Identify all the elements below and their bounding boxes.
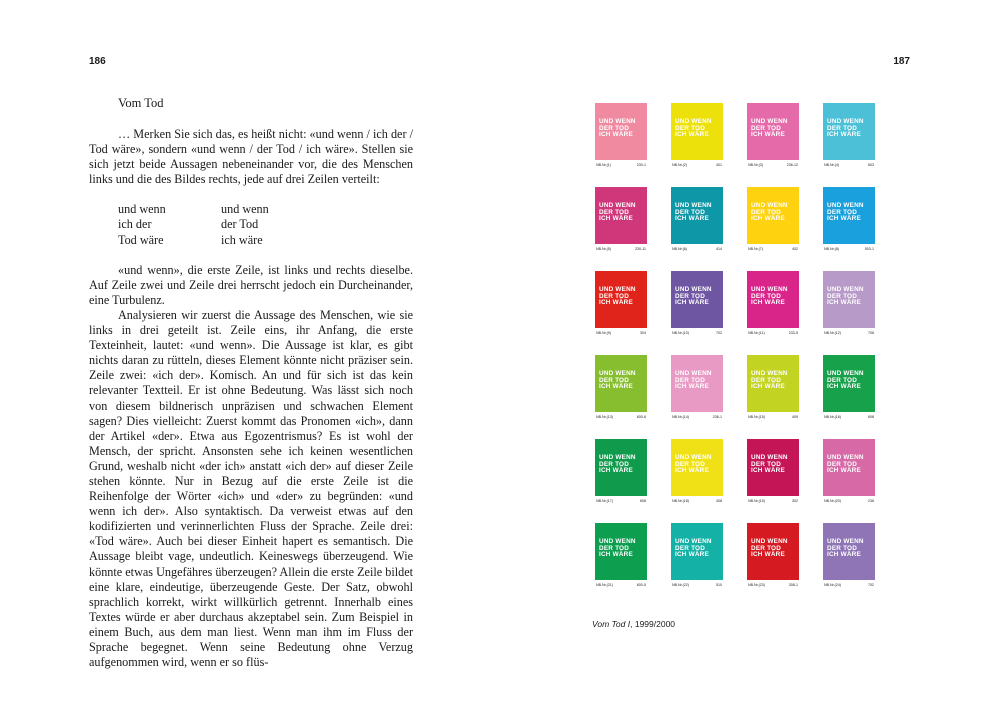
artwork-swatch	[671, 271, 723, 336]
color-square	[747, 523, 799, 580]
color-square	[671, 355, 723, 412]
caption-year: , 1999/2000	[630, 619, 676, 629]
swatch-id: NB.Nr.(2)	[672, 163, 687, 167]
artwork-swatch	[595, 271, 647, 336]
right-page	[500, 0, 1000, 706]
artwork-swatch	[823, 187, 875, 252]
color-square	[747, 187, 799, 244]
swatch-code: 510	[716, 583, 722, 587]
color-square	[747, 439, 799, 496]
swatch-caption	[595, 583, 647, 587]
swatch-caption	[747, 415, 799, 419]
swatch-text: UND WENN DER TOD ICH WÄRE	[675, 370, 712, 391]
swatch-code: 402	[792, 247, 798, 251]
body-text	[89, 127, 413, 670]
swatch-text: UND WENN DER TOD ICH WÄRE	[675, 538, 712, 559]
swatch-caption	[823, 331, 875, 335]
swatch-id: NB.Nr.(5)	[596, 247, 611, 251]
artwork-swatch	[747, 187, 799, 252]
artwork-swatch	[823, 523, 875, 588]
swatch-code: 302	[792, 499, 798, 503]
color-square	[671, 523, 723, 580]
artwork-swatch	[747, 271, 799, 336]
swatch-caption	[823, 247, 875, 251]
poem-right-line: und wenn	[221, 202, 269, 217]
swatch-text: UND WENN DER TOD ICH WÄRE	[827, 538, 864, 559]
swatch-id: NB.Nr.(14)	[672, 415, 689, 419]
swatch-code: 401	[716, 163, 722, 167]
artwork-swatch	[595, 439, 647, 504]
swatch-text: UND WENN DER TOD ICH WÄRE	[675, 454, 712, 475]
swatch-caption	[747, 331, 799, 335]
paragraph: … Merken Sie sich das, es heißt nicht: «und wenn / ich der / Tod wäre», sondern «und wenn / der Tod / ich wäre». Stellen sie sich jetzt beide Aussagen nebeneinander vor, die des Menschen links und die des Bildes rechts, jede auf drei Zeilen verteilt:	[89, 127, 413, 187]
swatch-code: 233-5	[788, 331, 798, 335]
swatch-id: NB.Nr.(9)	[596, 331, 611, 335]
page-number: 187	[893, 56, 910, 67]
color-square	[595, 439, 647, 496]
swatch-code: 702	[716, 331, 722, 335]
figure-caption	[592, 619, 675, 629]
color-square	[823, 439, 875, 496]
swatch-id: NB.Nr.(20)	[824, 499, 841, 503]
swatch-code: 230-1	[636, 163, 646, 167]
swatch-code: 236	[868, 499, 874, 503]
swatch-id: NB.Nr.(7)	[748, 247, 763, 251]
color-square	[671, 103, 723, 160]
color-square	[595, 523, 647, 580]
artwork-swatch	[671, 187, 723, 252]
poem-right-line: der Tod	[221, 217, 259, 232]
swatch-id: NB.Nr.(21)	[596, 583, 613, 587]
swatch-code: 409	[792, 415, 798, 419]
swatch-id: NB.Nr.(17)	[596, 499, 613, 503]
swatch-text: UND WENN DER TOD ICH WÄRE	[599, 286, 636, 307]
artwork-swatch	[823, 103, 875, 168]
artwork-swatch	[595, 187, 647, 252]
swatch-code: 503-1	[864, 247, 874, 251]
swatch-id: NB.Nr.(3)	[748, 163, 763, 167]
swatch-code: 408	[716, 499, 722, 503]
artwork-swatch	[823, 271, 875, 336]
swatch-id: NB.Nr.(11)	[748, 331, 765, 335]
swatch-code: 600-6	[636, 415, 646, 419]
artwork-swatch	[595, 103, 647, 168]
swatch-caption	[747, 499, 799, 503]
artwork-swatch	[671, 103, 723, 168]
swatch-code: 304	[640, 331, 646, 335]
artwork-swatch	[747, 439, 799, 504]
color-square	[595, 187, 647, 244]
swatch-text: UND WENN DER TOD ICH WÄRE	[827, 118, 864, 139]
swatch-caption	[671, 163, 723, 167]
swatch-text: UND WENN DER TOD ICH WÄRE	[599, 118, 636, 139]
swatch-id: NB.Nr.(15)	[748, 415, 765, 419]
poem-left-line: ich der	[118, 217, 152, 232]
paragraph: «und wenn», die erste Zeile, ist links und rechts dieselbe. Auf Zeile zwei und Zeile drei herrscht jedoch ein Durcheinander, eine Turbulenz.	[89, 262, 413, 307]
swatch-id: NB.Nr.(13)	[596, 415, 613, 419]
poem-left-line: Tod wäre	[118, 232, 164, 247]
swatch-caption	[671, 499, 723, 503]
caption-title: Vom Tod I	[592, 619, 631, 629]
poem-left-line: und wenn	[118, 202, 166, 217]
artwork-swatch	[595, 523, 647, 588]
swatch-caption	[823, 499, 875, 503]
artwork-swatch	[671, 523, 723, 588]
swatch-text: UND WENN DER TOD ICH WÄRE	[599, 370, 636, 391]
swatch-code: 702	[868, 583, 874, 587]
swatch-code: 230-11	[635, 247, 646, 251]
swatch-code: 706	[868, 331, 874, 335]
swatch-caption	[747, 163, 799, 167]
swatch-caption	[823, 583, 875, 587]
paragraph: Analysieren wir zuerst die Aussage des Menschen, wie sie links in drei geteilt ist. Zeile eins, ihr Anfang, die erste Texteinheit, lautet: «und wenn». Die Aussage ist klar, es gibt nichts daran zu rütteln, dieses Element könnte nicht präziser sein. Zeile zwei: «ich der». Komisch. An und für sich ist das kein relevanter Textteil. Er ist ohne Bedeutung. Was lässt sich noch von diesem bildnerisch unpräzisen und schwachen Element sagen? Dies vielleicht: Zuerst kommt das Pronomen «ich», dann der Artikel «der». Etwa aus Egozentrismus? Es ist wohl der Mensch, der spricht. Ansonsten sehe ich keinen wesentlichen Grund, weshalb nicht «der ich» anstatt «ich der» auf dieser Zeile stehen könnte. Nur in Bezug auf die erste Zeile ist die Reihenfolge der Wörter «ich» und «der» zu begründen: «und wenn ich der». Also syntaktisch. Da verweist etwas auf den kodifizierten und verinnerlichten Fluss der Sprache. Zeile drei: «Tod wäre». Auch bei dieser Einheit hapert es semantisch. Die Aussage bleibt vage, undeutlich. Keineswegs überzeugend. Wie könnte etwas Ungefähres überzeugen? Allein die erste Zeile bildet eine klare, eindeutige, überzeugende Geste. Der Satz, obwohl sprachlich korrekt, wirkt willkürlich getrennt. Innerhalb eines Textes würde er aber durchaus akzeptabel sein. Zum Beispiel in einem Buch, aus dem man liest. Wenn man ihm im Fluss der Sprache begegnet. Wenn seine Bedeutung ohne Verzug aufgenommen wird, wenn er so flüs-	[89, 307, 413, 670]
swatch-code: 608	[868, 415, 874, 419]
swatch-text: UND WENN DER TOD ICH WÄRE	[827, 286, 864, 307]
artwork-swatch	[823, 439, 875, 504]
color-square	[823, 103, 875, 160]
swatch-caption	[671, 415, 723, 419]
swatch-id: NB.Nr.(22)	[672, 583, 689, 587]
color-square	[823, 271, 875, 328]
swatch-text: UND WENN DER TOD ICH WÄRE	[675, 202, 712, 223]
color-square	[823, 355, 875, 412]
artwork-swatch	[595, 355, 647, 420]
swatch-text: UND WENN DER TOD ICH WÄRE	[751, 202, 788, 223]
swatch-id: NB.Nr.(24)	[824, 583, 841, 587]
artwork-swatch	[747, 523, 799, 588]
swatch-id: NB.Nr.(19)	[748, 499, 765, 503]
swatch-id: NB.Nr.(12)	[824, 331, 841, 335]
page-number: 186	[89, 56, 106, 67]
artwork-swatch	[671, 355, 723, 420]
swatch-text: UND WENN DER TOD ICH WÄRE	[751, 454, 788, 475]
poem-comparison	[118, 202, 413, 247]
chapter-title: Vom Tod	[118, 96, 164, 110]
swatch-text: UND WENN DER TOD ICH WÄRE	[599, 454, 636, 475]
swatch-id: NB.Nr.(16)	[824, 415, 841, 419]
swatch-text: UND WENN DER TOD ICH WÄRE	[751, 370, 788, 391]
swatch-caption	[823, 163, 875, 167]
swatch-id: NB.Nr.(8)	[824, 247, 839, 251]
swatch-caption	[747, 583, 799, 587]
swatch-text: UND WENN DER TOD ICH WÄRE	[599, 538, 636, 559]
swatch-caption	[595, 415, 647, 419]
swatch-text: UND WENN DER TOD ICH WÄRE	[675, 286, 712, 307]
swatch-caption	[595, 499, 647, 503]
swatch-text: UND WENN DER TOD ICH WÄRE	[751, 538, 788, 559]
artwork-swatch	[747, 103, 799, 168]
color-square	[823, 187, 875, 244]
color-square	[671, 271, 723, 328]
color-square	[671, 439, 723, 496]
color-square	[747, 103, 799, 160]
poem-right-line: ich wäre	[221, 232, 263, 247]
swatch-caption	[671, 247, 723, 251]
swatch-text: UND WENN DER TOD ICH WÄRE	[827, 202, 864, 223]
swatch-caption	[595, 163, 647, 167]
swatch-text: UND WENN DER TOD ICH WÄRE	[675, 118, 712, 139]
swatch-id: NB.Nr.(1)	[596, 163, 611, 167]
swatch-text: UND WENN DER TOD ICH WÄRE	[599, 202, 636, 223]
swatch-caption	[671, 583, 723, 587]
artwork-grid	[595, 103, 875, 588]
color-square	[595, 103, 647, 160]
swatch-text: UND WENN DER TOD ICH WÄRE	[751, 118, 788, 139]
swatch-id: NB.Nr.(6)	[672, 247, 687, 251]
swatch-code: 414	[716, 247, 722, 251]
swatch-text: UND WENN DER TOD ICH WÄRE	[751, 286, 788, 307]
swatch-code: 236-1	[712, 415, 722, 419]
swatch-code: 236-12	[786, 163, 798, 167]
swatch-caption	[595, 331, 647, 335]
swatch-id: NB.Nr.(4)	[824, 163, 839, 167]
swatch-id: NB.Nr.(23)	[748, 583, 765, 587]
swatch-id: NB.Nr.(18)	[672, 499, 689, 503]
swatch-code: 600-5	[636, 583, 646, 587]
color-square	[747, 271, 799, 328]
color-square	[671, 187, 723, 244]
swatch-caption	[747, 247, 799, 251]
swatch-text: UND WENN DER TOD ICH WÄRE	[827, 454, 864, 475]
color-square	[823, 523, 875, 580]
swatch-text: UND WENN DER TOD ICH WÄRE	[827, 370, 864, 391]
color-square	[595, 271, 647, 328]
artwork-swatch	[747, 355, 799, 420]
swatch-caption	[671, 331, 723, 335]
color-square	[747, 355, 799, 412]
swatch-code: 603	[868, 163, 874, 167]
swatch-caption	[595, 247, 647, 251]
swatch-id: NB.Nr.(10)	[672, 331, 689, 335]
artwork-swatch	[671, 439, 723, 504]
artwork-swatch	[823, 355, 875, 420]
swatch-code: 608	[640, 499, 646, 503]
swatch-caption	[823, 415, 875, 419]
swatch-code: 308-1	[788, 583, 798, 587]
color-square	[595, 355, 647, 412]
